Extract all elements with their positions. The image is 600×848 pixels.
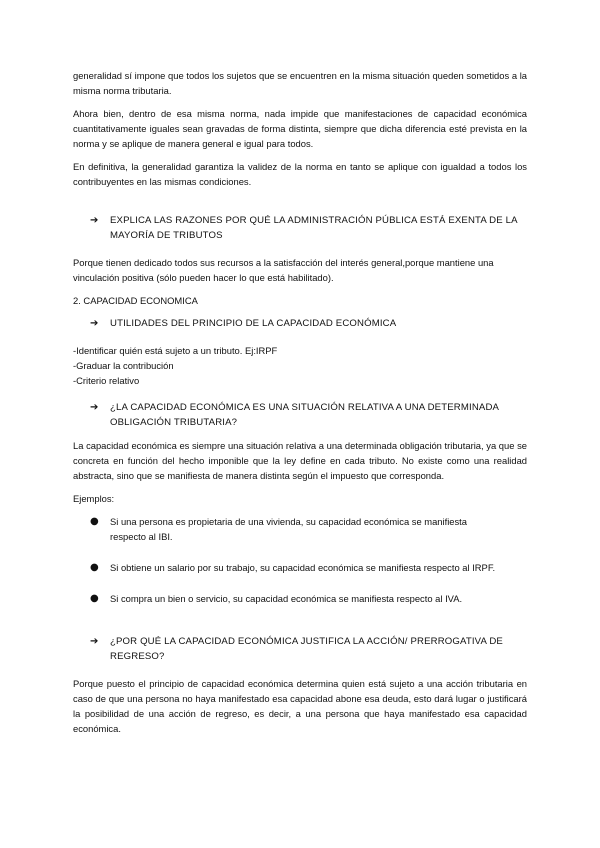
question-text: ¿LA CAPACIDAD ECONÓMICA ES UNA SITUACIÓN RELATIVA A UNA DETERMINADA OBLIGACIÓN TRIBUTARIA? <box>110 402 499 428</box>
answer-situacion-relativa: La capacidad económica es siempre una situación relativa a una determinada obligación tributaria, ya que se concreta en función del hecho imponible que la ley define en cada tributo. No existe como una realidad abstracta, sino que se manifiesta de manera distinta según el impuesto que corresponda. <box>73 440 527 481</box>
paragraph-en-definitiva: En definitiva, la generalidad garantiza la validez de la norma en tanto se aplique con igualdad a todos los contribuyentes en las mismas condiciones. <box>73 161 527 187</box>
utility-item: -Identificar quién está sujeto a un tributo. Ej:IRPF <box>73 345 278 356</box>
question-accion-regreso <box>73 634 527 664</box>
paragraph-ahora-bien: Ahora bien, dentro de esa misma norma, nada impide que manifestaciones de capacidad económica cuantitativamente iguales sean gravadas de forma distinta, siempre que dicha diferencia esté prevista en la norma y se aplique de manera general e igual para todos. <box>73 108 527 149</box>
question-text: ¿POR QUÉ LA CAPACIDAD ECONÓMICA JUSTIFICA LA ACCIÓN/ PRERROGATIVA DE REGRESO? <box>110 636 503 662</box>
bullet-icon: ● <box>90 593 99 604</box>
bullet-icon: ● <box>90 516 99 527</box>
arrow-icon: ➔ <box>90 215 99 226</box>
question-situacion-relativa <box>73 400 527 430</box>
section-heading-capacidad: 2. CAPACIDAD ECONOMICA <box>73 295 198 306</box>
utility-item: -Criterio relativo <box>73 375 140 386</box>
examples-label: Ejemplos: <box>73 493 115 504</box>
answer-administracion: Porque tienen dedicado todos sus recursos a la satisfacción del interés general,porque mantiene una vinculación positiva (sólo pueden hacer lo que está habilitado). <box>73 257 494 283</box>
paragraph-generalidad: generalidad sí impone que todos los sujetos que se encuentren en la misma situación queden sometidos a la misma norma tributaria. <box>73 70 527 96</box>
question-administracion-exenta <box>73 213 527 243</box>
list-item <box>73 560 527 575</box>
arrow-icon: ➔ <box>90 636 99 647</box>
example-text: Si una persona es propietaria de una vivienda, su capacidad económica se manifiesta respecto al IBI. <box>110 516 467 542</box>
list-item <box>73 514 527 544</box>
question-text: EXPLICA LAS RAZONES POR QUÉ LA ADMINISTRACIÓN PÚBLICA ESTÁ EXENTA DE LA MAYORÍA DE TRIBUTOS <box>110 215 518 241</box>
examples-list <box>73 514 527 606</box>
list-item <box>73 591 527 606</box>
answer-accion-regreso: Porque puesto el principio de capacidad económica determina quien está sujeto a una acción tributaria en caso de que una persona no haya manifestado esa capacidad abone esa deuda, esto dará lugar o justificará la posibilidad de una acción de regreso, es decir, a una persona que haya manifestado esa capacidad económica. <box>73 678 527 734</box>
arrow-icon: ➔ <box>90 402 99 413</box>
example-text: Si obtiene un salario por su trabajo, su capacidad económica se manifiesta respecto al IRPF. <box>110 562 496 573</box>
bullet-icon: ● <box>90 562 99 573</box>
example-text: Si compra un bien o servicio, su capacidad económica se manifiesta respecto al IVA. <box>110 593 463 604</box>
question-text: UTILIDADES DEL PRINCIPIO DE LA CAPACIDAD ECONÓMICA <box>110 318 397 329</box>
arrow-icon: ➔ <box>90 318 99 329</box>
utility-item: -Graduar la contribución <box>73 360 174 371</box>
document-body <box>73 68 527 736</box>
question-utilidades <box>73 316 527 331</box>
